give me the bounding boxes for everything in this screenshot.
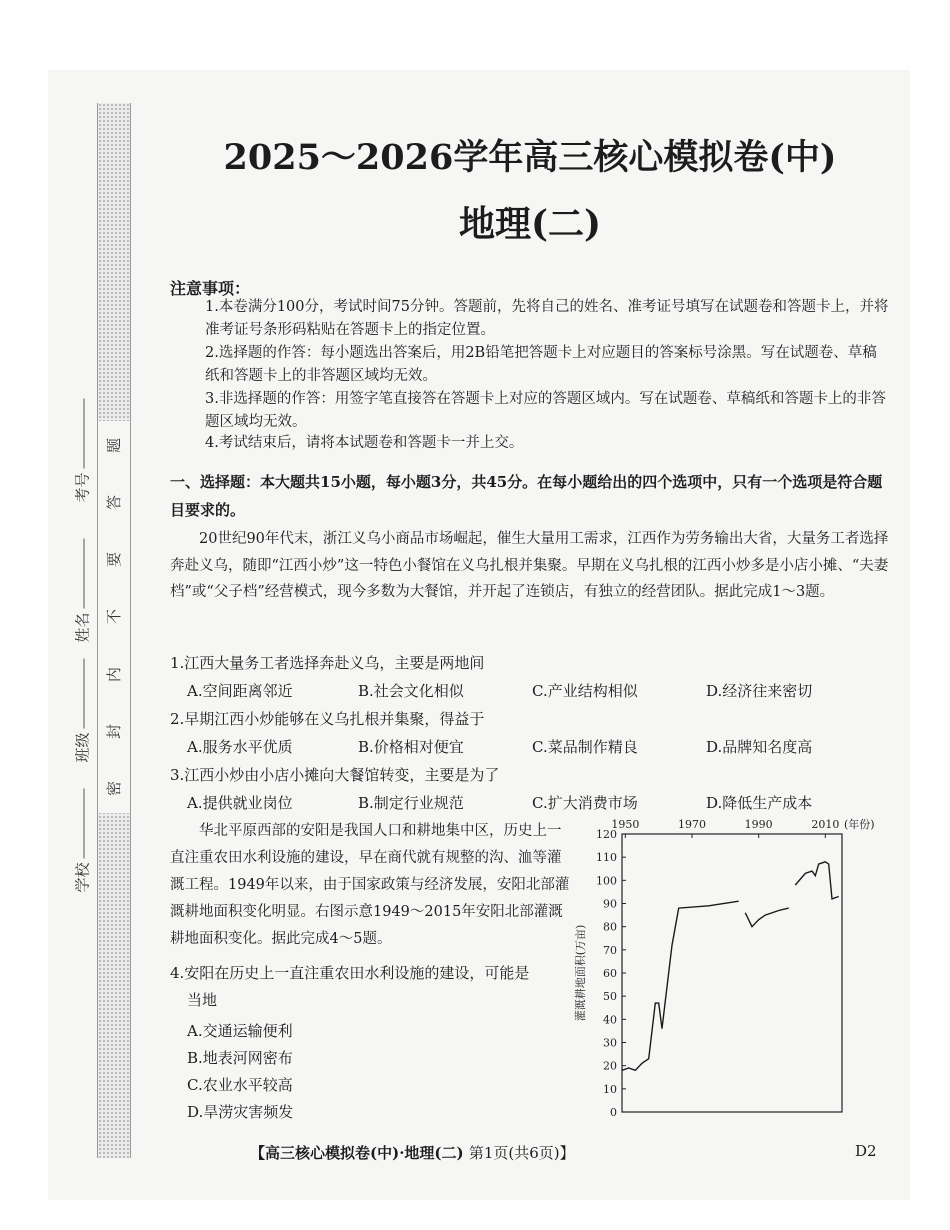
question-1: 1.江西大量务工者选择奔赴义乌，主要是两地间 [170, 654, 485, 672]
y-tick-label: 40 [603, 1013, 617, 1027]
seal-char: 密 [105, 780, 124, 796]
y-tick-label: 10 [603, 1082, 617, 1096]
y-tick-label: 80 [603, 920, 617, 934]
question-3: 3.江西小炒由小店小摊向大餐馆转变，主要是为了 [170, 766, 500, 784]
seal-char: 题 [105, 437, 124, 454]
q4-option-b[interactable]: B.地表河网密布 [187, 1049, 293, 1067]
question-4-line-1: 4.安阳在历史上一直注重农田水利设施的建设，可能是 [170, 964, 530, 982]
class-field[interactable]: 班级 [72, 658, 93, 762]
footer-title: 【高三核心模拟卷(中)·地理(二) [250, 1144, 464, 1162]
y-axis-label: 灌溉耕地面积(万亩) [574, 924, 587, 1022]
q4-option-a[interactable]: A.交通运输便利 [187, 1022, 293, 1040]
seal-char: 答 [105, 495, 124, 511]
page-footer [250, 1142, 575, 1163]
q1-option-a[interactable]: A.空间距离邻近 [187, 682, 293, 700]
notice-item: 2.选择题的作答：每小题选出答案后，用2B铅笔把答题卡上对应题目的答案标号涂黑。写在试题卷、草稿纸和答题卡上的非答题区域均无效。 [205, 345, 877, 384]
q1-option-d[interactable]: D.经济往来密切 [706, 682, 813, 700]
y-tick-label: 0 [610, 1106, 617, 1119]
y-tick-label: 30 [603, 1036, 617, 1050]
y-tick-label: 20 [603, 1059, 617, 1073]
y-tick-label: 100 [596, 874, 617, 888]
notice-item: 4.考试结束后，请将本试题卷和答题卡一并上交。 [205, 435, 524, 451]
y-tick-label: 90 [603, 897, 617, 911]
question-4-line-2: 当地 [187, 991, 218, 1009]
show-through-text [780, 92, 784, 105]
exam-subtitle: 地理(二) [458, 203, 602, 245]
x-axis-label: (年份) [844, 818, 875, 831]
school-field[interactable]: 学校 [72, 788, 93, 892]
series-line-segment [795, 862, 838, 899]
q2-option-c[interactable]: C.菜品制作精良 [532, 738, 638, 756]
q3-option-c[interactable]: C.扩大消费市场 [532, 794, 638, 812]
x-tick-label: 1990 [744, 818, 773, 831]
q3-option-d[interactable]: D.降低生产成本 [706, 794, 813, 812]
q3-option-a[interactable]: A.提供就业岗位 [187, 794, 293, 812]
exam-number-field[interactable]: 考号 [72, 398, 93, 502]
notice-item: 1.本卷满分100分，考试时间75分钟。答题前，先将自己的姓名、准考证号填写在试题卷和答题卡上，并将准考证号条形码粘贴在答题卡上的指定位置。 [205, 299, 889, 338]
seal-char: 封 [105, 723, 124, 739]
y-tick-label: 50 [603, 990, 617, 1004]
q2-option-d[interactable]: D.品牌知名度高 [706, 738, 813, 756]
q2-option-b[interactable]: B.价格相对便宜 [358, 738, 464, 756]
x-tick-label: 1970 [678, 818, 706, 831]
seal-char: 不 [105, 609, 124, 625]
y-tick-label: 60 [603, 967, 617, 980]
passage-2: 华北平原西部的安阳是我国人口和耕地集中区，历史上一直注重农田水利设施的建设，早在商代就有规整的沟、洫等灌溉工程。1949年以来，由于国家政策与经济发展，安阳北部灌溉耕地面积变化明显。右图示意1949～2015年安阳北部灌溉耕地面积变化。据此完成4～5题。 [170, 823, 570, 947]
notice-title: 注意事项： [170, 279, 251, 298]
notice-item: 3.非选择题的作答：用签字笔直接答在答题卡上对应的答题区域内。写在试题卷、草稿纸和答题卡上的非答题区域均无效。 [205, 391, 886, 430]
series-line-segment [622, 901, 739, 1070]
y-tick-label: 70 [603, 943, 617, 957]
series-line-segment [745, 908, 788, 927]
q1-option-c[interactable]: C.产业结构相似 [532, 682, 638, 700]
seal-char: 要 [105, 552, 124, 568]
x-tick-label: 2010 [811, 818, 840, 831]
paper-code: D2 [855, 1142, 877, 1160]
q3-option-b[interactable]: B.制定行业规范 [358, 794, 464, 812]
passage-1: 20世纪90年代末，浙江义乌小商品市场崛起，催生大量用工需求，江西作为劳务输出大省，大量务工者选择奔赴义乌，随即“江西小炒”这一特色小餐馆在义乌扎根并集聚。早期在义乌扎根的江西小炒多是小店小摊、“夫妻档”或“父子档”经营模式，现今多数为大餐馆，并开起了连锁店，有独立的经营团队。据此完成1～3题。 [170, 531, 889, 600]
name-field[interactable]: 姓名 [72, 538, 93, 642]
y-tick-label: 110 [596, 851, 617, 865]
x-tick-label: 1950 [611, 818, 640, 831]
q4-option-c[interactable]: C.农业水平较高 [187, 1076, 293, 1094]
y-tick-label: 120 [596, 828, 617, 841]
seal-char: 内 [105, 666, 124, 682]
q2-option-a[interactable]: A.服务水平优质 [187, 738, 293, 756]
seal-warning [98, 421, 130, 813]
question-2: 2.早期江西小炒能够在义乌扎根并集聚，得益于 [170, 710, 485, 728]
section-heading: 一、选择题：本大题共15小题，每小题3分，共45分。在每小题给出的四个选项中，只有一个选项是符合题目要求的。 [170, 473, 883, 519]
irrigation-area-chart [570, 812, 890, 1132]
binding-strip [97, 103, 131, 1158]
exam-title: 2025～2026学年高三核心模拟卷(中) [223, 137, 837, 178]
chart-frame [622, 834, 842, 1112]
q1-option-b[interactable]: B.社会文化相似 [358, 682, 464, 700]
q4-option-d[interactable]: D.旱涝灾害频发 [187, 1103, 294, 1121]
footer-page: 第1页(共6页)】 [468, 1144, 575, 1162]
